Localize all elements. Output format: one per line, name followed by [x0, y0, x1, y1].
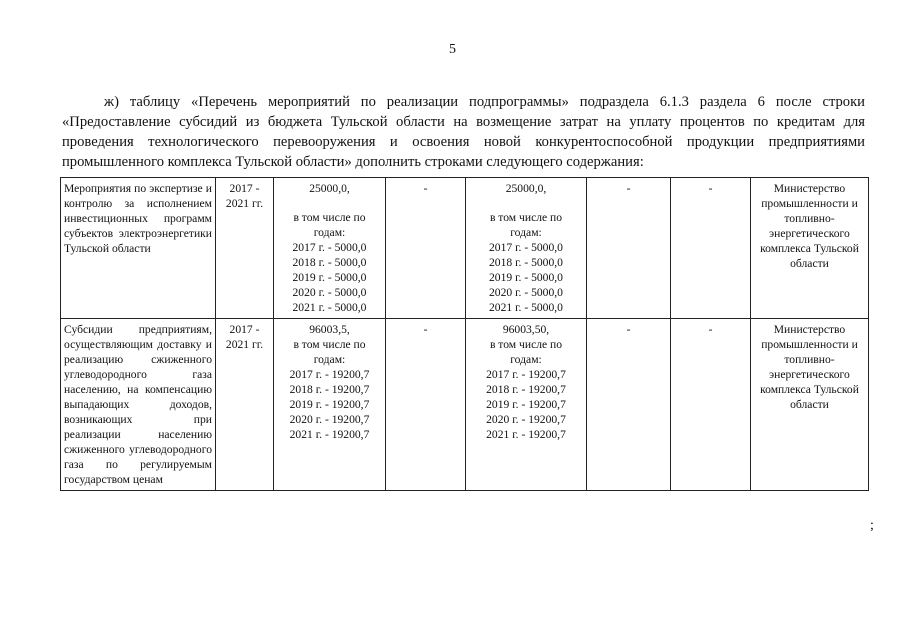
- total-year-line: 2018 г. - 19200,7: [289, 383, 370, 396]
- intro-line: ж) таблицу «Перечень мероприятий по реализации подпрограммы» подраздела 6.1.3 раздела 6 после строки: [104, 94, 865, 110]
- regional-year-line: 2017 г. - 19200,7: [486, 368, 566, 381]
- regional-funding-cell: [466, 319, 587, 491]
- total-year-line: 2021 г. - 5000,0: [292, 301, 367, 314]
- measure-name-cell: [61, 319, 216, 491]
- total-amount: 25000,0,: [309, 182, 350, 195]
- intro-line: «Предоставление субсидий из бюджета Тульской области на возмещение затрат на уплату процентов по кредитам для: [62, 114, 865, 130]
- measure-name: Субсидии предприятиям, осуществляющим доставку и реализацию сжиженного углеводородного газа населению, на компенсацию выпадающих доходов, возникающих при реализации населению сжиженного углеводородного газа по регулируемым государством ценам: [64, 323, 212, 486]
- period-line: 2021 гг.: [225, 197, 264, 210]
- extrabudget-funding-cell: [671, 319, 751, 491]
- table-row: [61, 319, 869, 491]
- total-year-line: 2019 г. - 5000,0: [292, 271, 367, 284]
- regional-year-line: годам:: [510, 226, 542, 239]
- regional-year-line: 2021 г. - 19200,7: [486, 428, 566, 441]
- empty-value-dash: -: [708, 323, 713, 336]
- total-year-line: годам:: [313, 353, 346, 366]
- regional-year-line: в том числе по: [489, 338, 563, 351]
- regional-year-line: 2020 г. - 5000,0: [489, 286, 563, 299]
- responsible-org: Министерство промышленности и топливно-энергетического комплекса Тульской области: [760, 182, 859, 270]
- trailing-semicolon: ;: [870, 518, 874, 533]
- total-year-line: годам:: [313, 226, 346, 239]
- empty-value-dash: -: [423, 182, 428, 195]
- total-year-line: 2020 г. - 19200,7: [289, 413, 370, 426]
- federal-funding-cell: [386, 319, 466, 491]
- local-funding-cell: [587, 178, 671, 319]
- regional-amount: 96003,50,: [502, 323, 550, 336]
- total-year-line: 2018 г. - 5000,0: [292, 256, 367, 269]
- period-cell: [216, 319, 274, 491]
- period-cell: [216, 178, 274, 319]
- intro-line: промышленного комплекса Тульской области» дополнить строками следующего содержания:: [62, 154, 644, 170]
- empty-value-dash: -: [626, 323, 631, 336]
- period-line: 2017 -: [229, 323, 260, 336]
- regional-year-line: 2017 г. - 5000,0: [489, 241, 563, 254]
- empty-value-dash: -: [626, 182, 631, 195]
- regional-year-line: 2018 г. - 5000,0: [489, 256, 563, 269]
- empty-value-dash: -: [423, 323, 428, 336]
- regional-year-line: 2019 г. - 19200,7: [486, 398, 566, 411]
- total-year-line: в том числе по: [293, 338, 366, 351]
- total-funding-cell: [274, 319, 386, 491]
- responsible-org-cell: [751, 178, 869, 319]
- empty-value-dash: -: [708, 182, 713, 195]
- regional-year-line: 2019 г. - 5000,0: [489, 271, 563, 284]
- intro-paragraph: [62, 92, 865, 172]
- regional-year-line: в том числе по: [489, 211, 563, 224]
- total-year-line: 2017 г. - 5000,0: [292, 241, 367, 254]
- total-year-line: в том числе по: [293, 211, 366, 224]
- page-number: 5: [449, 42, 456, 57]
- measures-table: [60, 177, 869, 491]
- regional-year-line: 2018 г. - 19200,7: [486, 383, 566, 396]
- table-row: [61, 178, 869, 319]
- total-year-line: 2021 г. - 19200,7: [289, 428, 370, 441]
- total-year-line: 2020 г. - 5000,0: [292, 286, 367, 299]
- measure-name: Мероприятия по экспертизе и контролю за исполнением инвестиционных программ субъектов электроэнергетики Тульской области: [64, 182, 212, 255]
- intro-line: проведения технологического перевооружения и освоения новой конкурентоспособной продукции предприятиями: [62, 134, 865, 150]
- regional-amount: 25000,0,: [505, 182, 547, 195]
- responsible-org: Министерство промышленности и топливно-энергетического комплекса Тульской области: [760, 323, 859, 411]
- period-line: 2021 гг.: [225, 338, 264, 351]
- regional-year-line: 2020 г. - 19200,7: [486, 413, 566, 426]
- regional-funding-cell: [466, 178, 587, 319]
- extrabudget-funding-cell: [671, 178, 751, 319]
- total-year-line: 2017 г. - 19200,7: [289, 368, 370, 381]
- total-year-line: 2019 г. - 19200,7: [289, 398, 370, 411]
- total-funding-cell: [274, 178, 386, 319]
- local-funding-cell: [587, 319, 671, 491]
- responsible-org-cell: [751, 319, 869, 491]
- measure-name-cell: [61, 178, 216, 319]
- federal-funding-cell: [386, 178, 466, 319]
- regional-year-line: годам:: [510, 353, 542, 366]
- period-line: 2017 -: [229, 182, 260, 195]
- total-amount: 96003,5,: [309, 323, 350, 336]
- regional-year-line: 2021 г. - 5000,0: [489, 301, 563, 314]
